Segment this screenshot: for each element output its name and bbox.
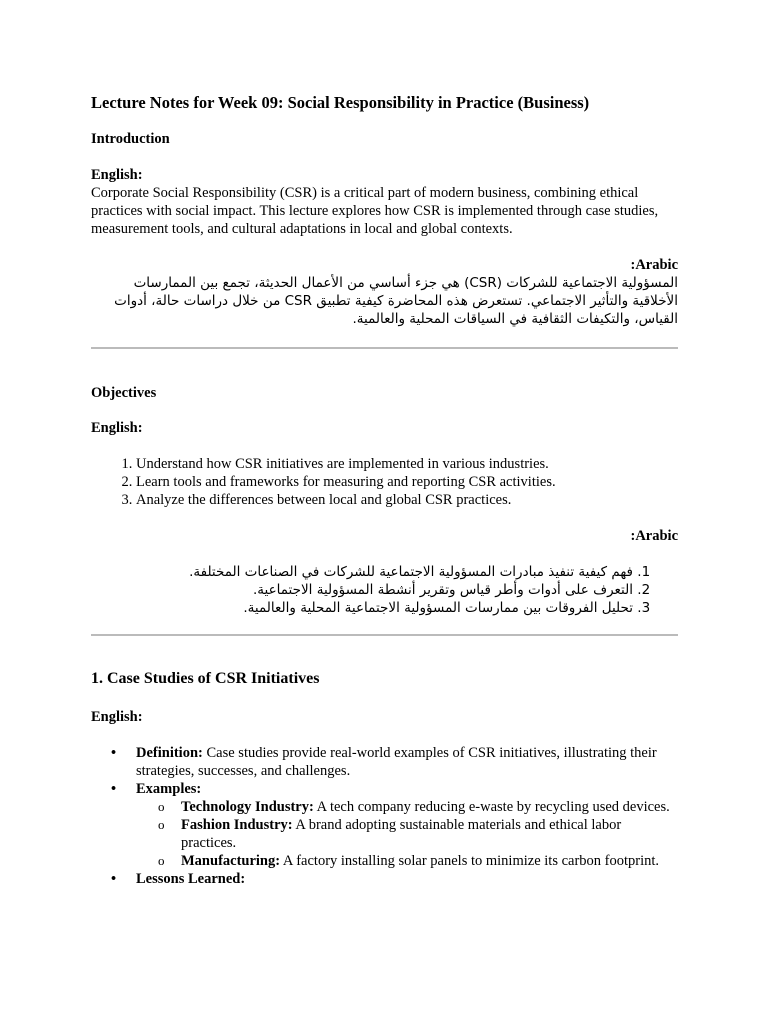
example-text: A factory installing solar panels to minimize its carbon footprint. [280, 853, 660, 869]
intro-arabic-label: :Arabic [630, 257, 678, 273]
example-label: Manufacturing: [181, 853, 281, 869]
list-item [136, 780, 678, 870]
list-item: 1. فهم كيفية تنفيذ مبادرات المسؤولية الاجتماعية للشركات في الصناعات المختلفة. [91, 563, 633, 581]
list-item [136, 744, 678, 780]
definition-text: Case studies provide real-world examples of CSR initiatives, illustrating their strategies, successes, and challenges. [136, 745, 657, 779]
list-item: 3. تحليل الفروقات بين ممارسات المسؤولية الاجتماعية المحلية والعالمية. [91, 599, 633, 617]
list-item: 1. Understand how CSR initiatives are implemented in various industries. [136, 455, 678, 473]
objectives-arabic-list [91, 563, 678, 617]
page-title: Lecture Notes for Week 09: Social Responsibility in Practice (Business) [91, 93, 590, 112]
intro-english-label: English: [91, 167, 143, 183]
case-studies-list [91, 744, 678, 888]
document-content [91, 93, 678, 888]
example-label: Fashion Industry: [181, 817, 293, 833]
examples-list [136, 798, 678, 870]
list-item [181, 816, 678, 852]
intro-arabic-text: المسؤولية الاجتماعية للشركات (CSR) هي جزء أساسي من الأعمال الحديثة، تجمع بين الممارسات الأخلاقية والتأثير الاجتماعي. تستعرض هذه المحاضرة كيفية تطبيق CSR من خلال دراسات حالة، أدوات القياس، والتكيفات الثقافية في السياقات المحلية والعالمية. [114, 275, 678, 327]
objectives-heading: Objectives [91, 385, 157, 401]
lessons-label: Lessons Learned: [136, 871, 246, 887]
examples-label: Examples: [136, 781, 202, 797]
definition-label: Definition: [136, 745, 203, 761]
intro-english-text: Corporate Social Responsibility (CSR) is a critical part of modern business, combining ethical practices with social impact. This lecture explores how CSR is implemented through case studies, measurement tools, and cultural adaptations in local and global contexts. [91, 185, 659, 237]
case-studies-english-label: English: [91, 709, 143, 725]
intro-heading: Introduction [91, 131, 170, 147]
objectives-english-list [91, 455, 678, 509]
list-item [181, 852, 678, 870]
example-text: A tech company reducing e-waste by recycling used devices. [313, 799, 670, 815]
objectives-arabic-label: :Arabic [630, 528, 678, 544]
example-label: Technology Industry: [181, 799, 314, 815]
objectives-english-label: English: [91, 420, 143, 436]
list-item: 2. التعرف على أدوات وأطر قياس وتقرير أنشطة المسؤولية الاجتماعية. [91, 581, 633, 599]
example-text: A brand adopting sustainable materials and ethical labor practices. [181, 817, 622, 851]
list-item: 2. Learn tools and frameworks for measuring and reporting CSR activities. [136, 473, 678, 491]
case-studies-heading: 1. Case Studies of CSR Initiatives [91, 670, 320, 687]
list-item [136, 870, 678, 888]
list-item [181, 798, 678, 816]
list-item: 3. Analyze the differences between local and global CSR practices. [136, 491, 678, 509]
